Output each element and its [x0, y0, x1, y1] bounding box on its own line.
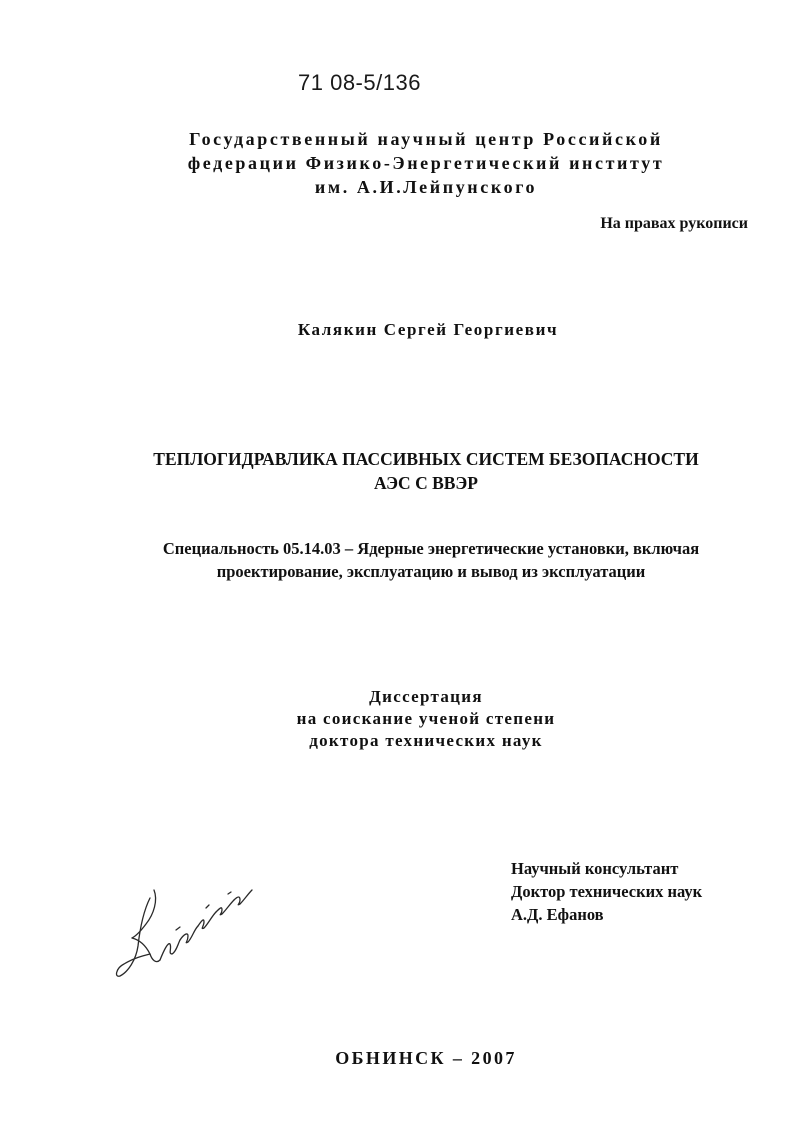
thesis-title — [96, 447, 756, 495]
archive-code: 71 08-5/136 — [298, 70, 421, 95]
consultant-name: А.Д. Ефанов — [511, 905, 604, 924]
manuscript-note: На правах рукописи — [600, 215, 748, 232]
specialty — [96, 537, 766, 583]
specialty-line-2: проектирование, эксплуатацию и вывод из эксплуатации — [216, 562, 646, 581]
handwritten-signature — [110, 880, 260, 990]
degree-line-3: доктора технических наук — [309, 731, 543, 750]
consultant-role: Научный консультант — [511, 859, 679, 878]
thesis-title-line-1: ТЕПЛОГИДРАВЛИКА ПАССИВНЫХ СИСТЕМ БЕЗОПАСНОСТИ — [153, 449, 699, 469]
degree-line-2: на соискание ученой степени — [296, 709, 556, 728]
institution-line-2: федерации Физико-Энергетический институт — [187, 153, 665, 173]
degree-line-1: Диссертация — [369, 687, 483, 706]
specialty-line-1: Специальность 05.14.03 – Ядерные энергетические установки, включая — [162, 539, 700, 558]
degree-statement — [150, 686, 702, 752]
scientific-consultant — [511, 857, 702, 926]
thesis-title-line-2: АЭС С ВВЭР — [373, 473, 478, 493]
consultant-title: Доктор технических наук — [511, 882, 703, 901]
city-year: ОБНИНСК – 2007 — [335, 1048, 517, 1068]
institution-name — [120, 127, 732, 199]
institution-line-1: Государственный научный центр Российской — [189, 129, 663, 149]
institution-line-3: им. А.И.Лейпунского — [314, 177, 538, 197]
author-name: Калякин Сергей Георгиевич — [297, 320, 559, 339]
